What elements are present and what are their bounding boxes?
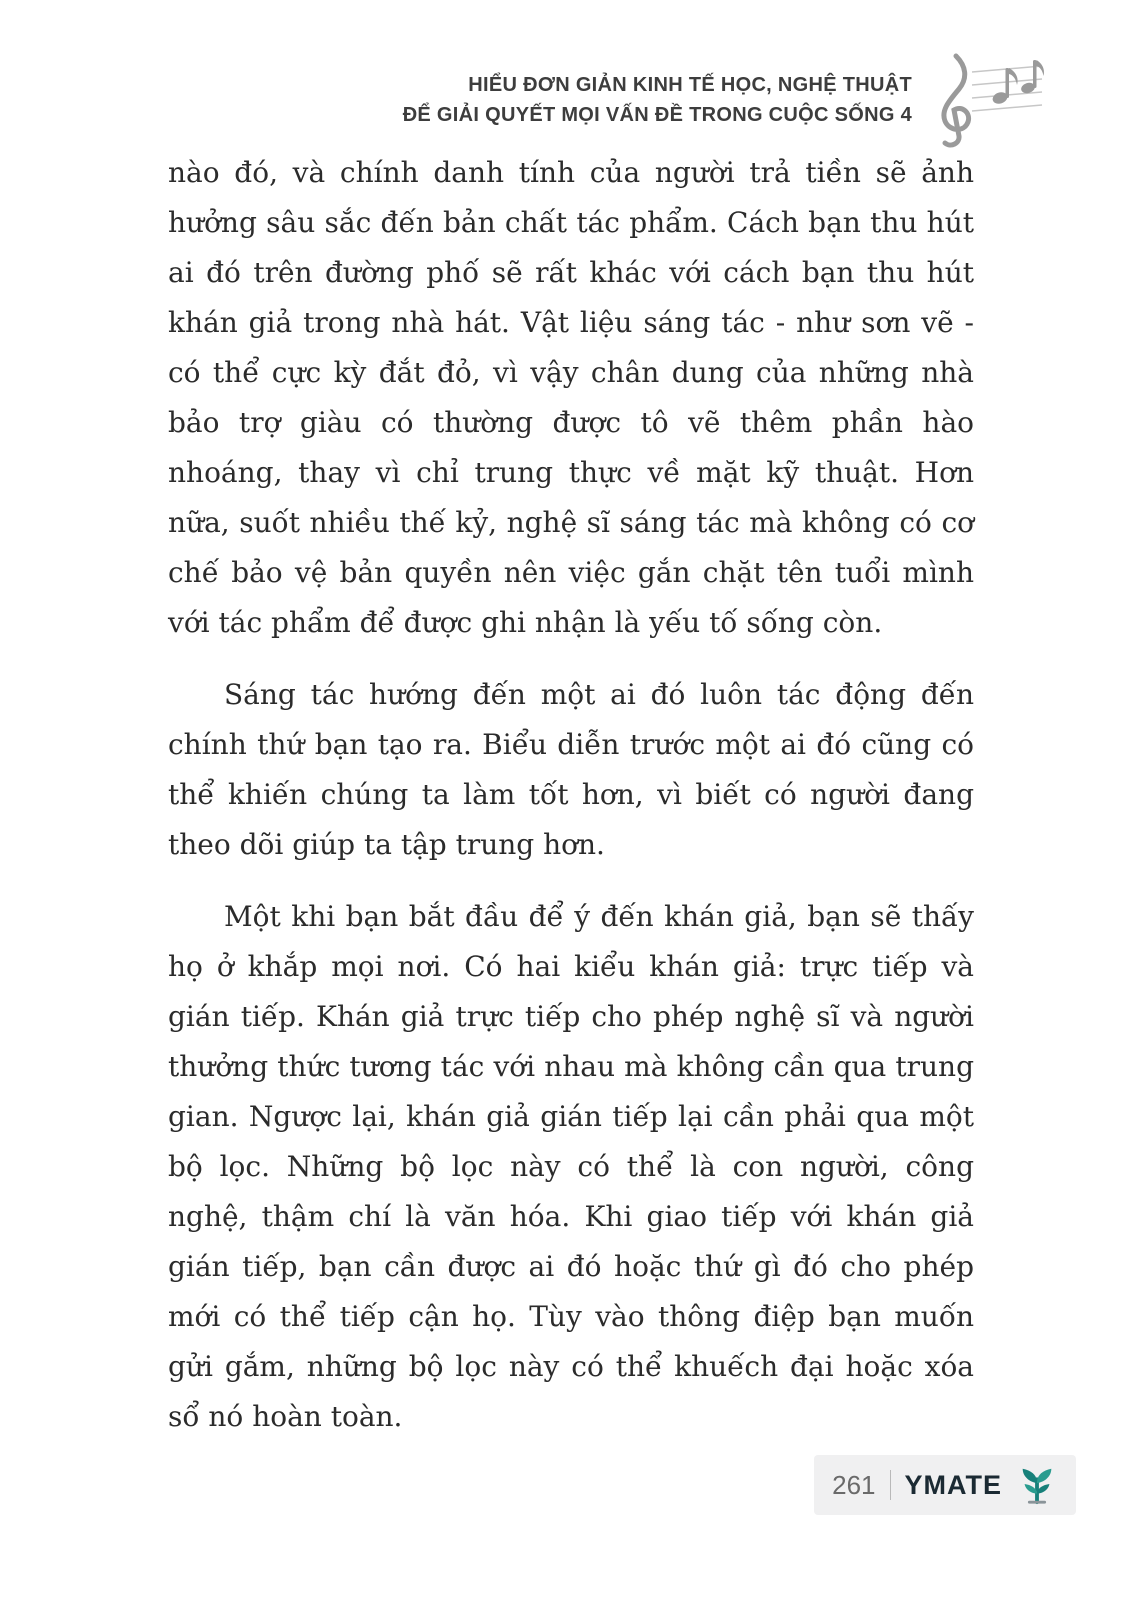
page-header	[403, 52, 1044, 148]
paragraph-2: Sáng tác hướng đến một ai đó luôn tác động đến chính thứ bạn tạo ra. Biểu diễn trước một ai đó cũng có thể khiến chúng ta làm tốt hơn, vì biết có người đang theo dõi giúp ta tập trung hơn.	[168, 678, 974, 861]
footer-divider	[890, 1470, 891, 1500]
book-title-line1: HIỂU ĐƠN GIẢN KINH TẾ HỌC, NGHỆ THUẬT	[468, 74, 912, 96]
paragraph-1: nào đó, và chính danh tính của người trả tiền sẽ ảnh hưởng sâu sắc đến bản chất tác phẩm. Cách bạn thu hút ai đó trên đường phố sẽ rất khác với cách bạn thu hút khán giả trong nhà hát. Vật liệu sáng tác - như sơn vẽ - có thể cực kỳ đắt đỏ, vì vậy chân dung của những nhà bảo trợ giàu có thường được tô vẽ thêm phần hào nhoáng, thay vì chỉ trung thực về mặt kỹ thuật. Hơn nữa, suốt nhiều thế kỷ, nghệ sĩ sáng tác mà không có cơ chế bảo vệ bản quyền nên việc gắn chặt tên tuổi mình với tác phẩm để được ghi nhận là yếu tố sống còn.	[168, 156, 974, 639]
paragraph-3: Một khi bạn bắt đầu để ý đến khán giả, bạn sẽ thấy họ ở khắp mọi nơi. Có hai kiểu khán giả: trực tiếp và gián tiếp. Khán giả trực tiếp cho phép nghệ sĩ và người thưởng thức tương tác với nhau mà không cần qua trung gian. Ngược lại, khán giả gián tiếp lại cần phải qua một bộ lọc. Những bộ lọc này có thể là con người, công nghệ, thậm chí là văn hóa. Khi giao tiếp với khán giả gián tiếp, bạn cần được ai đó hoặc thứ gì đó cho phép mới có thể tiếp cận họ. Tùy vào thông điệp bạn muốn gửi gắm, những bộ lọc này có thể khuếch đại hoặc xóa sổ nó hoàn toàn.	[168, 900, 974, 1433]
brand-name: YMATE	[904, 1469, 1002, 1500]
book-title	[403, 70, 912, 130]
ymate-logo-icon	[1016, 1465, 1058, 1505]
page-body	[168, 148, 974, 1464]
book-title-line2: ĐỂ GIẢI QUYẾT MỌI VẤN ĐỀ TRONG CUỘC SỐNG 4	[402, 104, 912, 126]
music-notes-icon	[926, 52, 1044, 148]
page-number: 261	[832, 1469, 876, 1500]
page-footer	[814, 1455, 1076, 1515]
